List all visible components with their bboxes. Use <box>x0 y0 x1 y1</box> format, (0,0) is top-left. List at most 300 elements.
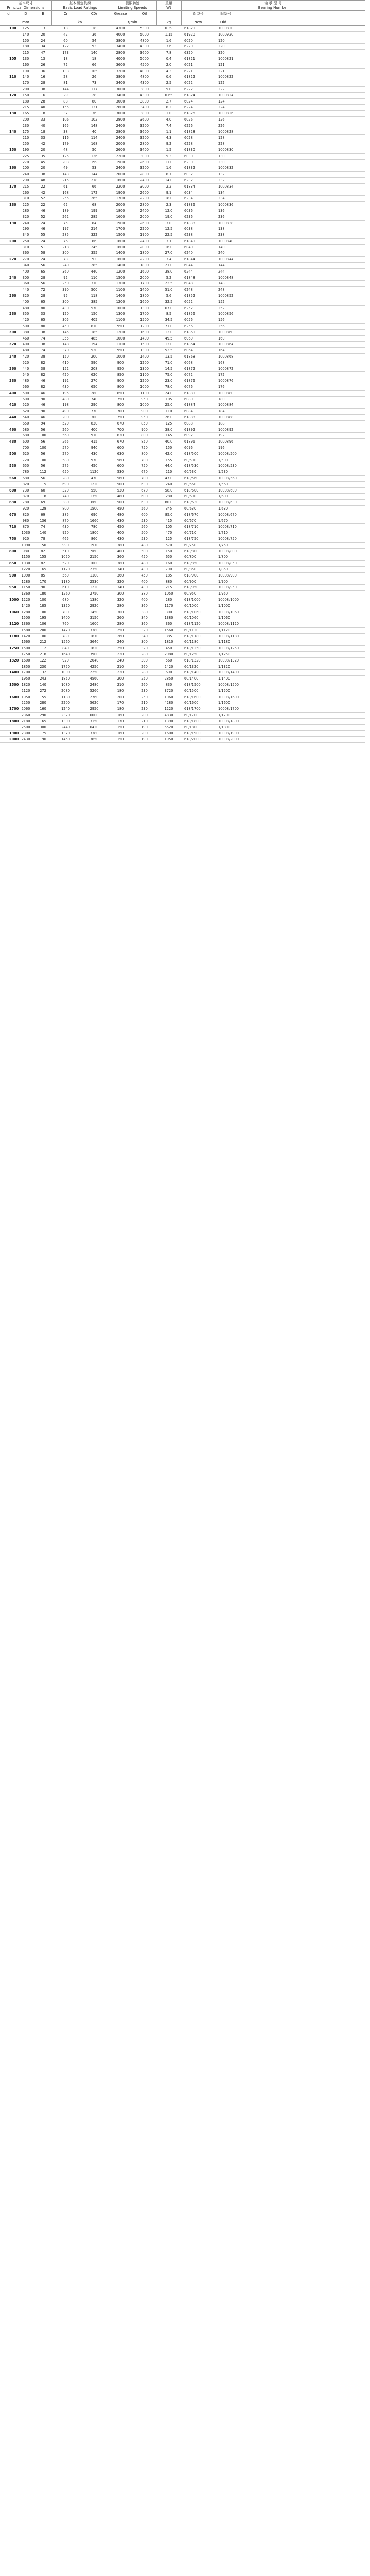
table-cell: 150 <box>34 542 51 548</box>
table-cell <box>0 372 17 378</box>
table-cell: 1700 <box>132 281 156 287</box>
table-cell: 370 <box>51 348 80 354</box>
table-row <box>0 317 365 324</box>
table-cell: 1300 <box>132 366 156 372</box>
load-header-cn: 基本额定负荷 <box>69 1 91 5</box>
table-cell: 61920 <box>181 31 215 38</box>
table-row <box>0 257 365 263</box>
table-cell: 60/750 <box>181 542 215 548</box>
table-cell: 1.15 <box>156 31 181 38</box>
speed-header-en: Limiting Speeds <box>118 6 147 10</box>
table-cell: 600 <box>17 439 34 445</box>
table-cell: 86 <box>80 238 109 244</box>
table-cell: 520 <box>51 561 80 567</box>
table-cell: 820 <box>17 512 34 518</box>
table-cell: 5300 <box>132 26 156 31</box>
table-cell: 690 <box>156 670 181 676</box>
table-cell: 6.2 <box>156 105 181 111</box>
table-row <box>0 724 365 731</box>
table-cell <box>0 268 17 275</box>
table-cell: 173 <box>51 50 80 56</box>
table-cell: 85.0 <box>156 512 181 518</box>
table-row <box>0 615 365 621</box>
table-cell: 150 <box>0 147 17 153</box>
table-cell: 490 <box>51 409 80 415</box>
table-cell: 360 <box>156 621 181 628</box>
table-cell: 560 <box>51 572 80 579</box>
table-cell: 1200 <box>109 329 132 335</box>
unit-rpm: r/min <box>128 20 137 24</box>
table-cell: 121 <box>215 62 365 68</box>
table-row <box>0 263 365 269</box>
table-cell: 126 <box>215 116 365 123</box>
unit-kg: kg <box>166 20 171 24</box>
table-cell: 1000822 <box>215 74 365 80</box>
table-cell: 82 <box>34 561 51 567</box>
table-cell: 560 <box>109 475 132 481</box>
table-cell: 22 <box>34 183 51 190</box>
table-cell: 82 <box>34 372 51 378</box>
table-row <box>0 105 365 111</box>
table-row <box>0 670 365 676</box>
table-cell: 61888 <box>181 415 215 421</box>
table-cell: 360 <box>132 621 156 628</box>
table-cell: 1850 <box>17 664 34 670</box>
table-cell: 618/750 <box>181 536 215 542</box>
table-cell: 3000 <box>132 153 156 159</box>
table-cell: 1/900 <box>215 579 365 585</box>
table-cell: 3380 <box>80 731 109 737</box>
table-cell: 390 <box>51 287 80 293</box>
table-cell: 1750 <box>51 664 80 670</box>
table-cell: 1700 <box>109 226 132 232</box>
table-cell: 465 <box>51 536 80 542</box>
table-cell: 618/630 <box>181 500 215 506</box>
table-cell: 1700 <box>109 196 132 202</box>
table-row <box>0 62 365 68</box>
table-cell: 160 <box>17 62 34 68</box>
table-cell: 340 <box>132 615 156 621</box>
table-cell: 198 <box>51 402 80 409</box>
table-cell: 2950 <box>80 706 109 713</box>
table-cell: 155 <box>34 554 51 561</box>
table-cell: 200 <box>109 676 132 682</box>
table-cell: 280 <box>51 475 80 481</box>
table-cell: 192 <box>51 378 80 384</box>
table-cell: 1/1180 <box>215 639 365 646</box>
table-cell: 280 <box>109 621 132 628</box>
table-cell: 2400 <box>109 135 132 141</box>
table-cell: 6420 <box>80 724 109 731</box>
table-cell: 500 <box>80 287 109 293</box>
table-cell: 700 <box>132 475 156 481</box>
table-cell: 61830 <box>181 147 215 153</box>
table-cell: 970 <box>80 457 109 463</box>
table-row <box>0 579 365 585</box>
table-cell: 49.5 <box>156 335 181 342</box>
table-cell: 9.1 <box>156 190 181 196</box>
table-cell: 340 <box>109 566 132 572</box>
table-cell: 256 <box>215 324 365 330</box>
table-cell: 2400 <box>109 123 132 129</box>
table-cell: 1950 <box>17 676 34 682</box>
table-cell: 23.0 <box>156 378 181 384</box>
table-cell: 400 <box>17 268 34 275</box>
table-cell: 210 <box>109 682 132 688</box>
table-row <box>0 86 365 92</box>
table-cell: 164 <box>215 348 365 354</box>
table-cell: 3800 <box>132 98 156 105</box>
table-cell: 700 <box>17 445 34 451</box>
table-cell: 1500 <box>109 275 132 281</box>
table-cell: 61828 <box>181 129 215 135</box>
table-cell: 133 <box>51 68 80 74</box>
table-row <box>0 208 365 214</box>
table-cell: 73 <box>80 80 109 87</box>
table-cell: 950 <box>109 366 132 372</box>
table-cell: 1200 <box>132 324 156 330</box>
table-cell: 1.1 <box>156 129 181 135</box>
table-cell: 110 <box>0 74 17 80</box>
table-cell: 185 <box>34 603 51 609</box>
table-cell: 900 <box>132 427 156 433</box>
table-cell: 208 <box>80 366 109 372</box>
table-row <box>0 220 365 226</box>
table-cell: 210 <box>156 469 181 476</box>
table-cell: 800 <box>109 384 132 391</box>
table-cell: 12.5 <box>156 226 181 232</box>
table-row <box>0 244 365 250</box>
table-cell: 110 <box>156 409 181 415</box>
table-cell <box>0 86 17 92</box>
table-row <box>0 123 365 129</box>
table-cell: 430 <box>51 384 80 391</box>
table-cell: 152 <box>215 299 365 305</box>
table-cell: 730 <box>17 487 34 494</box>
table-cell <box>0 50 17 56</box>
table-cell: 220 <box>0 257 17 263</box>
table-cell <box>0 317 17 324</box>
table-cell: 52 <box>34 196 51 202</box>
table-cell: 155 <box>156 457 181 463</box>
table-cell: 310 <box>80 281 109 287</box>
table-cell: 215 <box>17 183 34 190</box>
table-cell: 618/1900 <box>181 731 215 737</box>
table-cell: 18 <box>51 26 80 31</box>
table-cell: 1000876 <box>215 378 365 384</box>
number-header-en: Bearing Number <box>258 6 288 10</box>
table-cell: 530 <box>132 518 156 524</box>
table-row <box>0 542 365 548</box>
table-cell: 2.2 <box>156 183 181 190</box>
table-cell: 10008/1400 <box>215 670 365 676</box>
table-cell: 140 <box>215 244 365 250</box>
table-cell: 60/560 <box>181 481 215 487</box>
table-cell: 28 <box>51 74 80 80</box>
table-cell: 2760 <box>80 694 109 700</box>
table-cell: 44.0 <box>156 463 181 469</box>
table-cell <box>0 190 17 196</box>
table-cell: 20 <box>34 31 51 38</box>
table-cell: 203 <box>51 159 80 165</box>
table-cell: 112 <box>34 469 51 476</box>
table-cell: 34.5 <box>156 317 181 324</box>
table-cell <box>0 44 17 50</box>
table-cell: 960 <box>80 548 109 554</box>
table-cell: 2200 <box>132 196 156 202</box>
table-cell: 46 <box>34 415 51 421</box>
table-cell: 190 <box>17 147 34 153</box>
table-row <box>0 561 365 567</box>
table-cell: 700 <box>109 409 132 415</box>
table-cell: 1600 <box>80 621 109 628</box>
table-cell: 60/900 <box>181 579 215 585</box>
table-cell: 150 <box>17 92 34 98</box>
table-cell: 690 <box>80 512 109 518</box>
table-row <box>0 378 365 384</box>
table-row <box>0 439 365 445</box>
table-cell: 197 <box>51 226 80 232</box>
table-cell: 262 <box>51 214 80 220</box>
table-cell: 590 <box>80 360 109 366</box>
table-cell: 180 <box>109 706 132 713</box>
table-cell: 5260 <box>80 688 109 694</box>
table-cell: 2600 <box>132 190 156 196</box>
table-cell: 0.4 <box>156 56 181 62</box>
table-cell: 60/1700 <box>181 713 215 719</box>
table-cell: 250 <box>132 694 156 700</box>
table-cell <box>0 469 17 476</box>
table-header <box>0 0 365 26</box>
table-cell: 1000 <box>109 305 132 311</box>
table-cell: 3.0 <box>156 220 181 226</box>
table-cell: 11.0 <box>156 159 181 165</box>
table-cell: 60 <box>51 38 80 44</box>
table-cell: 200 <box>17 116 34 123</box>
table-cell: 6026 <box>181 116 215 123</box>
table-cell: 132 <box>34 670 51 676</box>
table-cell: 1180 <box>51 694 80 700</box>
table-cell: 2800 <box>109 116 132 123</box>
table-cell: 56 <box>34 451 51 457</box>
table-cell: 650 <box>80 384 109 391</box>
table-cell: 3600 <box>132 129 156 135</box>
table-cell: 3600 <box>109 62 132 68</box>
table-row <box>0 311 365 317</box>
table-cell: 69 <box>34 512 51 518</box>
table-cell: 0.39 <box>156 26 181 31</box>
table-cell: 252 <box>215 305 365 311</box>
table-cell: 2800 <box>109 50 132 56</box>
table-cell: 225 <box>17 153 34 159</box>
table-cell: 6021 <box>181 62 215 68</box>
table-cell: 1.0 <box>156 111 181 117</box>
table-cell: 120 <box>215 38 365 44</box>
table-cell: 24 <box>34 38 51 44</box>
table-cell: 60/600 <box>181 494 215 500</box>
table-cell: 410 <box>51 360 80 366</box>
table-cell: 71.0 <box>156 324 181 330</box>
table-cell: 60/670 <box>181 518 215 524</box>
table-cell: 630 <box>132 500 156 506</box>
table-cell: 148 <box>80 123 109 129</box>
table-cell: 800 <box>51 505 80 512</box>
table-row <box>0 98 365 105</box>
table-row <box>0 153 365 159</box>
table-cell: 22 <box>34 202 51 208</box>
table-cell: 20 <box>34 147 51 153</box>
table-cell: 275 <box>51 463 80 469</box>
table-cell: 3200 <box>132 123 156 129</box>
table-cell: 300 <box>80 415 109 421</box>
table-row <box>0 566 365 572</box>
table-cell: 10008/630 <box>215 500 365 506</box>
table-cell: 118 <box>34 494 51 500</box>
table-cell: 4300 <box>109 26 132 31</box>
col-old-label-en: Old <box>220 20 226 24</box>
table-cell: 46 <box>34 226 51 232</box>
table-cell: 3380 <box>80 627 109 633</box>
table-cell: 430 <box>132 566 156 572</box>
table-cell: 2000 <box>132 275 156 281</box>
table-cell: 1750 <box>17 652 34 658</box>
table-cell: 2800 <box>132 202 156 208</box>
table-cell: 210 <box>132 718 156 724</box>
table-cell: 618/800 <box>181 548 215 554</box>
table-cell: 16 <box>34 74 51 80</box>
table-cell: 126 <box>80 153 109 159</box>
table-row <box>0 366 365 372</box>
table-cell: 2200 <box>51 700 80 706</box>
table-cell: 280 <box>109 603 132 609</box>
table-cell: 2250 <box>80 670 109 676</box>
table-cell: 47 <box>34 50 51 56</box>
table-cell: 152 <box>51 366 80 372</box>
table-cell: 530 <box>0 463 17 469</box>
table-cell: 185 <box>156 572 181 579</box>
table-row <box>0 348 365 354</box>
table-cell <box>0 433 17 439</box>
table-cell: 6084 <box>181 409 215 415</box>
table-cell: 900 <box>109 360 132 366</box>
table-row <box>0 554 365 561</box>
table-cell: 100 <box>34 457 51 463</box>
table-cell: 60/1120 <box>181 627 215 633</box>
table-cell <box>0 676 17 682</box>
table-cell: 910 <box>80 433 109 439</box>
table-cell: 2080 <box>51 688 80 694</box>
table-cell: 5520 <box>156 724 181 731</box>
table-cell: 618/1120 <box>181 621 215 628</box>
table-cell: 128 <box>34 505 51 512</box>
table-row <box>0 475 365 481</box>
table-cell: 1000856 <box>215 311 365 317</box>
table-cell: 6236 <box>181 214 215 220</box>
table-cell: 280 <box>17 208 34 214</box>
table-cell: 210 <box>109 664 132 670</box>
table-cell <box>0 116 17 123</box>
table-cell: 355 <box>80 250 109 257</box>
table-cell: 480 <box>109 494 132 500</box>
table-cell: 106 <box>51 116 80 123</box>
table-cell: 122 <box>51 44 80 50</box>
table-cell: 250 <box>109 627 132 633</box>
table-cell: 200 <box>51 415 80 421</box>
table-cell: 450 <box>132 572 156 579</box>
table-cell: 1100 <box>132 372 156 378</box>
table-cell: 870 <box>17 494 34 500</box>
table-cell <box>0 713 17 719</box>
table-cell: 520 <box>51 420 80 427</box>
load-header-en: Basic Load Ratings <box>63 6 97 10</box>
table-cell: 230 <box>132 706 156 713</box>
table-cell: 570 <box>80 305 109 311</box>
table-row <box>0 420 365 427</box>
table-body <box>0 26 365 743</box>
table-cell: 38.0 <box>156 427 181 433</box>
table-cell <box>0 688 17 694</box>
table-cell: 630 <box>109 451 132 457</box>
table-cell: 1220 <box>80 481 109 487</box>
table-cell: 140 <box>34 530 51 536</box>
table-cell: 10008/1700 <box>215 706 365 713</box>
table-cell: 1200 <box>132 378 156 384</box>
table-cell: 220 <box>215 44 365 50</box>
table-cell: 630 <box>0 500 17 506</box>
table-cell: 420 <box>17 317 34 324</box>
table-row <box>0 457 365 463</box>
table-cell: 218 <box>80 177 109 183</box>
table-row <box>0 536 365 542</box>
table-cell: 2400 <box>109 165 132 172</box>
table-cell <box>0 554 17 561</box>
col-d-label: d <box>7 12 10 16</box>
table-cell: 1/800 <box>215 554 365 561</box>
table-cell: 1220 <box>17 597 34 603</box>
table-cell <box>0 348 17 354</box>
table-cell: 94 <box>34 420 51 427</box>
weight-header-cn: 重量 <box>165 1 172 5</box>
table-cell: 1000834 <box>215 183 365 190</box>
table-cell <box>0 141 17 147</box>
table-cell: 180 <box>17 98 34 105</box>
table-cell: 1800 <box>109 177 132 183</box>
table-cell: 2360 <box>17 713 34 719</box>
table-cell <box>0 98 17 105</box>
table-cell: 1600 <box>132 268 156 275</box>
table-cell: 3000 <box>132 183 156 190</box>
table-cell: 10008/1000 <box>215 597 365 603</box>
table-cell: 660 <box>80 500 109 506</box>
table-cell: 870 <box>51 518 80 524</box>
table-cell: 630 <box>109 433 132 439</box>
col-new-label-cn: 新型号 <box>192 12 204 16</box>
table-cell: 1000864 <box>215 342 365 348</box>
table-cell: 1170 <box>156 603 181 609</box>
table-cell: 310 <box>17 196 34 202</box>
table-cell: 480 <box>132 542 156 548</box>
table-cell: 3600 <box>132 116 156 123</box>
table-cell: 2300 <box>17 731 34 737</box>
table-cell: 60/1000 <box>181 603 215 609</box>
table-cell: 260 <box>17 190 34 196</box>
table-cell: 6040 <box>181 244 215 250</box>
table-cell <box>0 494 17 500</box>
table-cell: 80 <box>80 98 109 105</box>
table-cell: 28 <box>34 275 51 281</box>
table-cell: 440 <box>80 268 109 275</box>
table-cell: 618/1500 <box>181 682 215 688</box>
